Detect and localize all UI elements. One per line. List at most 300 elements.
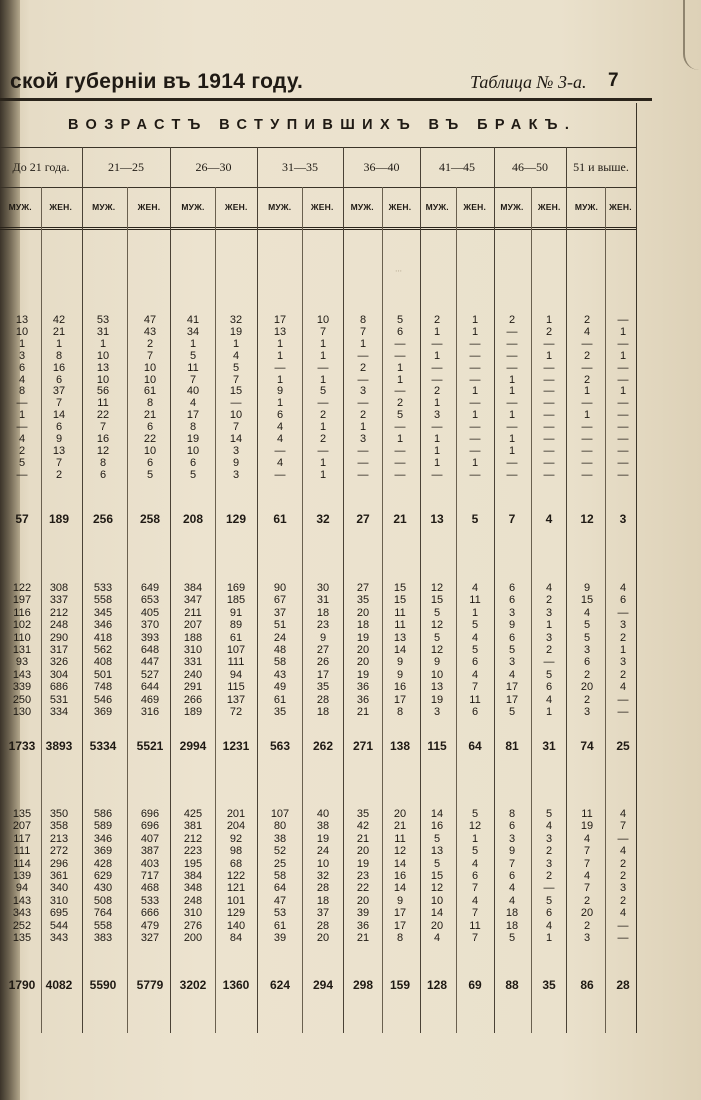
- table-cell: 4: [619, 907, 627, 920]
- table-cell: 3: [232, 468, 240, 481]
- table-cell: 6: [471, 656, 479, 669]
- table-cell: 42: [356, 820, 370, 833]
- total-cell: 258: [139, 512, 161, 526]
- table-cell: 195: [183, 857, 203, 870]
- table-cell: 2: [55, 468, 63, 481]
- table-cell: 51: [273, 619, 287, 632]
- table-cell: 16: [393, 870, 407, 882]
- table-cell: 358: [49, 820, 69, 833]
- table-cell: 169: [226, 582, 246, 594]
- table-cell: 5: [18, 456, 26, 469]
- table-cell: 696: [140, 808, 160, 820]
- male-column-header: МУЖ.: [574, 202, 599, 212]
- table-cell: 17: [316, 668, 330, 681]
- table-cell: 2: [359, 361, 367, 374]
- table-cell: 1: [583, 409, 591, 422]
- table-cell: 5: [545, 668, 553, 681]
- table-cell: 748: [93, 681, 113, 694]
- table-cell: 11: [394, 832, 406, 845]
- table-cell: 39: [356, 907, 370, 920]
- total-cell: 298: [352, 978, 374, 992]
- table-cell: 6: [508, 631, 516, 644]
- table-cell: 5: [545, 894, 553, 907]
- table-cell: 393: [140, 631, 160, 644]
- table-cell: 1: [545, 349, 553, 362]
- table-cell: 2: [359, 409, 367, 422]
- table-cell: 4: [276, 421, 284, 434]
- table-cell: 101: [226, 894, 246, 907]
- table-cell: 15: [430, 870, 444, 882]
- total-cell: 3202: [179, 978, 207, 992]
- table-cell: 10: [143, 444, 157, 457]
- table-cell: 10: [316, 314, 330, 326]
- table-cell: 8: [396, 706, 404, 718]
- table-cell: —: [469, 433, 481, 445]
- total-cell: 208: [182, 512, 204, 526]
- table-cell: 3: [545, 606, 553, 619]
- table-cell: 84: [229, 932, 243, 944]
- table-cell: 17: [393, 693, 407, 706]
- table-cell: 1: [545, 706, 553, 718]
- sex-divider: [127, 187, 128, 1033]
- table-cell: 3: [359, 433, 367, 445]
- table-cell: 8: [359, 314, 367, 326]
- table-cell: 139: [12, 870, 32, 882]
- total-cell: 3: [619, 512, 627, 526]
- table-cell: 11: [469, 919, 481, 932]
- table-cell: 4: [508, 894, 516, 907]
- table-cell: 1: [232, 337, 240, 350]
- table-cell: 1: [433, 444, 441, 457]
- table-cell: 90: [273, 582, 287, 594]
- table-cell: 4: [545, 582, 553, 594]
- female-column-header: ЖЕН.: [49, 202, 73, 212]
- table-cell: 4: [276, 433, 284, 445]
- table-cell: 408: [93, 656, 113, 669]
- table-cell: 1: [433, 456, 441, 469]
- table-cell: 6: [146, 421, 154, 434]
- age-group-header: 21—25: [108, 159, 144, 174]
- table-cell: 7: [619, 820, 627, 833]
- table-cell: 143: [12, 668, 32, 681]
- table-cell: 4: [189, 397, 197, 410]
- table-cell: 58: [273, 870, 287, 882]
- table-cell: 20: [316, 932, 330, 944]
- table-cell: —: [581, 456, 593, 469]
- table-cell: 2: [18, 444, 26, 457]
- table-cell: —: [357, 444, 369, 457]
- table-cell: 4: [232, 349, 240, 362]
- table-cell: 47: [143, 314, 157, 326]
- table-cell: 7: [471, 907, 479, 920]
- table-cell: 6: [55, 373, 63, 386]
- table-cell: 527: [140, 668, 160, 681]
- table-cell: —: [617, 456, 629, 469]
- table-cell: 20: [356, 606, 370, 619]
- table-cell: 11: [394, 606, 406, 619]
- table-cell: 39: [273, 932, 287, 944]
- table-cell: 5: [471, 619, 479, 632]
- female-column-header: ЖЕН.: [310, 202, 334, 212]
- table-cell: 1: [471, 314, 479, 326]
- table-cell: 135: [12, 932, 32, 944]
- table-cell: 72: [229, 706, 243, 718]
- table-cell: 111: [13, 845, 31, 858]
- table-cell: 31: [96, 325, 110, 338]
- table-cell: 9: [232, 456, 240, 469]
- table-cell: 6: [396, 325, 404, 338]
- table-cell: 3: [18, 349, 26, 362]
- total-cell: 57: [15, 512, 29, 526]
- page-edge-curl: [683, 0, 701, 70]
- table-cell: 20: [356, 845, 370, 858]
- table-title-band: [0, 103, 636, 148]
- table-cell: 644: [140, 681, 160, 694]
- age-group-header: 41—45: [439, 159, 475, 174]
- table-cell: 7: [189, 373, 197, 386]
- table-cell: 1: [319, 468, 327, 481]
- table-cell: 189: [183, 706, 203, 718]
- table-cell: —: [274, 444, 286, 457]
- table-cell: 204: [226, 820, 246, 833]
- table-cell: 430: [93, 882, 113, 895]
- table-cell: 40: [316, 808, 330, 820]
- table-cell: 212: [49, 606, 69, 619]
- total-cell: 129: [225, 512, 247, 526]
- table-cell: 38: [316, 820, 330, 833]
- male-column-header: МУЖ.: [500, 202, 524, 212]
- table-cell: 4: [276, 456, 284, 469]
- table-cell: —: [469, 397, 481, 410]
- table-cell: 310: [49, 894, 69, 907]
- table-cell: 15: [393, 594, 407, 607]
- table-cell: 7: [319, 325, 327, 338]
- table-cell: 7: [471, 882, 479, 895]
- table-cell: 326: [49, 656, 69, 669]
- table-cell: 383: [93, 932, 113, 944]
- table-cell: 4: [471, 582, 479, 594]
- table-cell: 12: [468, 820, 482, 833]
- table-cell: 1: [619, 349, 627, 362]
- table-cell: 19: [316, 832, 330, 845]
- table-cell: 5: [583, 631, 591, 644]
- table-cell: 56: [96, 385, 110, 398]
- table-cell: 111: [227, 656, 245, 669]
- table-cell: 53: [96, 314, 110, 326]
- table-cell: 21: [393, 820, 407, 833]
- table-cell: 107: [270, 808, 290, 820]
- table-cell: 7: [583, 857, 591, 870]
- table-cell: 24: [316, 845, 330, 858]
- table-cell: 1: [55, 337, 63, 350]
- table-cell: 4: [508, 668, 516, 681]
- table-cell: 188: [183, 631, 203, 644]
- table-cell: 223: [183, 845, 203, 858]
- table-cell: 1: [471, 606, 479, 619]
- table-cell: 14: [393, 644, 407, 656]
- table-cell: 6: [55, 421, 63, 434]
- table-cell: —: [469, 361, 481, 374]
- table-cell: 61: [273, 919, 287, 932]
- table-cell: 447: [140, 656, 160, 669]
- table-cell: —: [357, 373, 369, 386]
- table-cell: 21: [356, 932, 370, 944]
- table-cell: 648: [140, 644, 160, 656]
- table-cell: 7: [146, 349, 154, 362]
- table-cell: 1: [471, 385, 479, 398]
- table-cell: 5: [319, 385, 327, 398]
- table-cell: 11: [581, 808, 593, 820]
- table-cell: 3: [583, 932, 591, 944]
- table-cell: 2: [433, 314, 441, 326]
- table-cell: 94: [15, 882, 29, 895]
- table-cell: 764: [93, 907, 113, 920]
- table-cell: 1: [471, 832, 479, 845]
- table-cell: 11: [97, 397, 109, 410]
- table-cell: 16: [430, 820, 444, 833]
- table-cell: 2: [583, 693, 591, 706]
- table-cell: 61: [143, 385, 157, 398]
- table-cell: 6: [508, 594, 516, 607]
- table-cell: 9: [396, 668, 404, 681]
- table-cell: 10: [186, 444, 200, 457]
- table-cell: —: [617, 932, 629, 944]
- total-cell: 4082: [45, 978, 73, 992]
- table-cell: 1: [545, 619, 553, 632]
- table-cell: 21: [356, 706, 370, 718]
- table-cell: 340: [49, 882, 69, 895]
- table-cell: 18: [356, 619, 370, 632]
- table-cell: 5: [508, 706, 516, 718]
- table-cell: 296: [49, 857, 69, 870]
- table-cell: 544: [49, 919, 69, 932]
- table-cell: —: [617, 693, 629, 706]
- table-cell: 248: [49, 619, 69, 632]
- table-cell: 10: [143, 361, 157, 374]
- table-cell: 3: [545, 631, 553, 644]
- table-cell: 4: [619, 681, 627, 694]
- table-cell: 2: [508, 314, 516, 326]
- table-cell: 6: [189, 456, 197, 469]
- table-cell: 6: [276, 409, 284, 422]
- table-cell: 345: [93, 606, 113, 619]
- table-cell: 316: [140, 706, 160, 718]
- table-cell: 317: [49, 644, 69, 656]
- table-cell: 384: [183, 582, 203, 594]
- table-cell: 40: [186, 385, 200, 398]
- table-cell: 10: [15, 325, 29, 338]
- table-cell: 343: [49, 932, 69, 944]
- table-cell: 48: [273, 644, 287, 656]
- table-cell: 9: [319, 631, 327, 644]
- table-cell: 5: [508, 932, 516, 944]
- table-cell: 2: [619, 894, 627, 907]
- male-column-header: МУЖ.: [425, 202, 449, 212]
- table-cell: 13: [96, 361, 110, 374]
- table-cell: —: [394, 444, 406, 457]
- table-cell: 4: [471, 631, 479, 644]
- table-cell: —: [469, 444, 481, 457]
- table-cell: 387: [140, 845, 160, 858]
- total-cell: 31: [542, 739, 556, 753]
- table-cell: 9: [583, 582, 591, 594]
- table-cell: —: [543, 444, 555, 457]
- table-cell: 14: [229, 433, 243, 445]
- table-cell: —: [617, 373, 629, 386]
- male-column-header: МУЖ.: [181, 202, 205, 212]
- table-cell: 23: [356, 870, 370, 882]
- table-cell: 42: [52, 314, 66, 326]
- table-cell: 17: [505, 693, 519, 706]
- table-cell: —: [543, 456, 555, 469]
- table-cell: 562: [93, 644, 113, 656]
- table-cell: 12: [393, 845, 407, 858]
- table-cell: 36: [356, 693, 370, 706]
- table-cell: —: [506, 456, 518, 469]
- table-cell: —: [581, 421, 593, 434]
- table-cell: —: [274, 468, 286, 481]
- table-cell: 36: [356, 681, 370, 694]
- table-cell: 1: [619, 325, 627, 338]
- table-cell: 207: [183, 619, 203, 632]
- table-cell: 10: [96, 373, 110, 386]
- table-cell: —: [543, 468, 555, 481]
- table-cell: 122: [12, 582, 32, 594]
- table-cell: 5: [508, 644, 516, 656]
- table-cell: 18: [316, 706, 330, 718]
- table-cell: 9: [433, 656, 441, 669]
- table-cell: 35: [273, 706, 287, 718]
- table-cell: 7: [508, 857, 516, 870]
- total-cell: 3893: [45, 739, 73, 753]
- table-cell: 12: [430, 619, 444, 632]
- table-cell: 37: [316, 907, 330, 920]
- table-cell: 1: [433, 397, 441, 410]
- table-cell: 28: [316, 919, 330, 932]
- female-column-header: ЖЕН.: [463, 202, 487, 212]
- table-cell: —: [16, 468, 28, 481]
- table-cell: 11: [469, 693, 481, 706]
- table-cell: 10: [430, 668, 444, 681]
- table-cell: 1: [189, 337, 197, 350]
- table-cell: 107: [226, 644, 246, 656]
- table-cell: 15: [393, 582, 407, 594]
- table-cell: 22: [356, 882, 370, 895]
- table-cell: 8: [508, 808, 516, 820]
- table-cell: 3: [583, 644, 591, 656]
- table-cell: 533: [93, 582, 113, 594]
- table-cell: 43: [143, 325, 157, 338]
- total-cell: 138: [389, 739, 411, 753]
- table-cell: 4: [18, 373, 26, 386]
- table-cell: —: [469, 349, 481, 362]
- table-cell: 17: [186, 409, 200, 422]
- table-cell: 3: [232, 444, 240, 457]
- table-cell: 52: [273, 845, 287, 858]
- table-cell: 58: [273, 656, 287, 669]
- total-cell: 262: [312, 739, 334, 753]
- table-cell: —: [581, 468, 593, 481]
- table-cell: 425: [183, 808, 203, 820]
- female-column-header: ЖЕН.: [609, 202, 632, 212]
- table-cell: 2: [583, 894, 591, 907]
- table-cell: 653: [140, 594, 160, 607]
- table-cell: 6: [146, 456, 154, 469]
- table-cell: 18: [316, 606, 330, 619]
- table-cell: 61: [229, 631, 243, 644]
- table-cell: 7: [55, 397, 63, 410]
- table-cell: 16: [393, 681, 407, 694]
- table-cell: —: [543, 433, 555, 445]
- age-group-header: 36—40: [363, 159, 400, 174]
- table-cell: 21: [52, 325, 66, 338]
- table-cell: 17: [393, 919, 407, 932]
- total-cell: 81: [505, 739, 519, 753]
- table-cell: —: [543, 361, 555, 374]
- table-cell: 19: [356, 631, 370, 644]
- table-cell: 1: [359, 337, 367, 350]
- table-cell: 7: [359, 325, 367, 338]
- total-cell: 294: [312, 978, 334, 992]
- table-cell: 28: [316, 882, 330, 895]
- table-cell: 11: [394, 619, 406, 632]
- total-cell: 115: [427, 739, 447, 753]
- table-cell: —: [543, 882, 555, 895]
- table-cell: 4: [545, 919, 553, 932]
- table-cell: 17: [393, 907, 407, 920]
- table-cell: 20: [393, 808, 407, 820]
- table-cell: 13: [273, 325, 287, 338]
- table-cell: —: [581, 433, 593, 445]
- table-cell: 290: [49, 631, 69, 644]
- faint-show-through: ···: [395, 266, 402, 276]
- table-cell: 2: [319, 409, 327, 422]
- table-cell: 92: [229, 832, 243, 845]
- total-cell: 563: [269, 739, 291, 753]
- table-cell: 110: [13, 631, 31, 644]
- table-cell: —: [394, 456, 406, 469]
- table-cell: 98: [229, 845, 243, 858]
- table-cell: —: [394, 468, 406, 481]
- table-cell: 4: [583, 325, 591, 338]
- table-cell: 2: [319, 433, 327, 445]
- table-cell: 27: [356, 582, 370, 594]
- table-cell: 15: [580, 594, 594, 607]
- total-cell: 21: [393, 512, 407, 526]
- total-cell: 271: [352, 739, 374, 753]
- table-cell: 20: [356, 894, 370, 907]
- page-header: [0, 66, 701, 100]
- table-cell: 12: [430, 644, 444, 656]
- table-cell: 102: [12, 619, 32, 632]
- table-cell: 17: [273, 314, 287, 326]
- total-cell: 256: [92, 512, 114, 526]
- table-cell: 310: [183, 644, 203, 656]
- table-cell: —: [317, 444, 329, 457]
- table-cell: —: [581, 361, 593, 374]
- table-cell: 1: [545, 932, 553, 944]
- table-cell: 1: [619, 644, 627, 656]
- table-cell: 18: [316, 894, 330, 907]
- table-cell: 7: [232, 421, 240, 434]
- table-cell: 5: [189, 349, 197, 362]
- table-cell: 5: [433, 606, 441, 619]
- table-cell: —: [617, 433, 629, 445]
- table-cell: 12: [430, 882, 444, 895]
- table-cell: 304: [49, 668, 69, 681]
- age-group-header: 31—35: [282, 159, 318, 174]
- table-cell: 1: [276, 397, 284, 410]
